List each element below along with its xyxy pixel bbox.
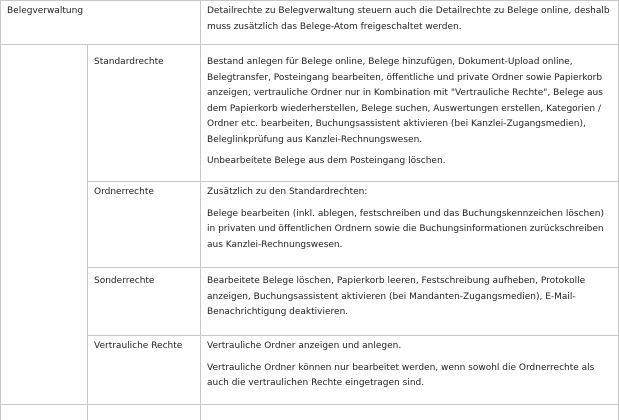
row-desc-cell-sonderrechte xyxy=(200,267,619,335)
row-desc-vertrauliche-rechte-p2: Vertrauliche Ordner können nur bearbeitet werden, wenn sowohl die Ordnerrechte als auch die vertraulichen Rechte eingetragen sind. xyxy=(207,362,595,388)
header-note-cell xyxy=(200,0,619,44)
row-desc-cell-ordnerrechte xyxy=(200,181,619,267)
header-title: Belegverwaltung xyxy=(7,6,84,16)
row-desc-cell-standardrechte xyxy=(200,44,619,181)
table-border-left xyxy=(0,0,1,420)
row-label-cell-sonderrechte xyxy=(87,267,200,335)
row-desc-cell-vertrauliche-rechte xyxy=(200,335,619,404)
row-desc-standardrechte-p1: Bestand anlegen für Belege online, Belege hinzufügen, Dokument-Upload online, Belegtransfer, Posteingang bearbeiten, öffentliche und private Ordner sowie Papierkorb anzeigen, vertrauliche Ordner nur in Kombination mit "Vertrauliche Rechte", Belege aus dem Papierkorb wiederherstellen, Belege suchen, Auswertungen erstellen, Kategorien / Ordner etc. bearbeiten, Buchungsassistent aktivieren (bei Kanzlei-Zugangsmedien), Beleglinkprüfung aus Kanzlei-Rechnungswesen. xyxy=(207,57,603,145)
row-label-ordnerrechte: Ordnerrechte xyxy=(94,187,154,197)
row-label-cell-vertrauliche-rechte xyxy=(87,335,200,404)
row-divider-4 xyxy=(0,404,619,405)
row-desc-ordnerrechte-p2: Belege bearbeiten (inkl. ablegen, festschreiben und das Buchungskennzeichen löschen) in privaten und öffentlichen Ordnern sowie die Buchungsinformationen zurückschreiben aus Kanzlei-Rechnungswesen. xyxy=(207,208,604,250)
row-desc-vertrauliche-rechte-p1: Vertrauliche Ordner anzeigen und anlegen. xyxy=(207,341,402,351)
row-label-vertrauliche-rechte: Vertrauliche Rechte xyxy=(94,341,183,351)
row-desc-standardrechte-p2: Unbearbeitete Belege aus dem Posteingang löschen. xyxy=(207,156,446,166)
row-label-standardrechte: Standardrechte xyxy=(94,57,164,67)
row-label-cell-standardrechte xyxy=(87,44,200,181)
row-desc-sonderrechte-p1: Bearbeitete Belege löschen, Papierkorb leeren, Festschreibung aufheben, Protokolle anzeigen, Buchungsassistent aktivieren (bei Mandanten-Zugangsmedien), E-Mail-Benachrichtigung deaktivieren. xyxy=(207,276,586,317)
header-note: Detailrechte zu Belegverwaltung steuern auch die Detailrechte zu Belege online, deshalb muss zusätzlich das Belege-Atom freigeschaltet werden. xyxy=(207,6,610,32)
row-desc-ordnerrechte-p1: Zusätzlich zu den Standardrechten: xyxy=(207,187,368,197)
header-title-cell xyxy=(0,0,200,44)
row-label-sonderrechte: Sonderrechte xyxy=(94,276,155,286)
row-label-cell-ordnerrechte xyxy=(87,181,200,267)
